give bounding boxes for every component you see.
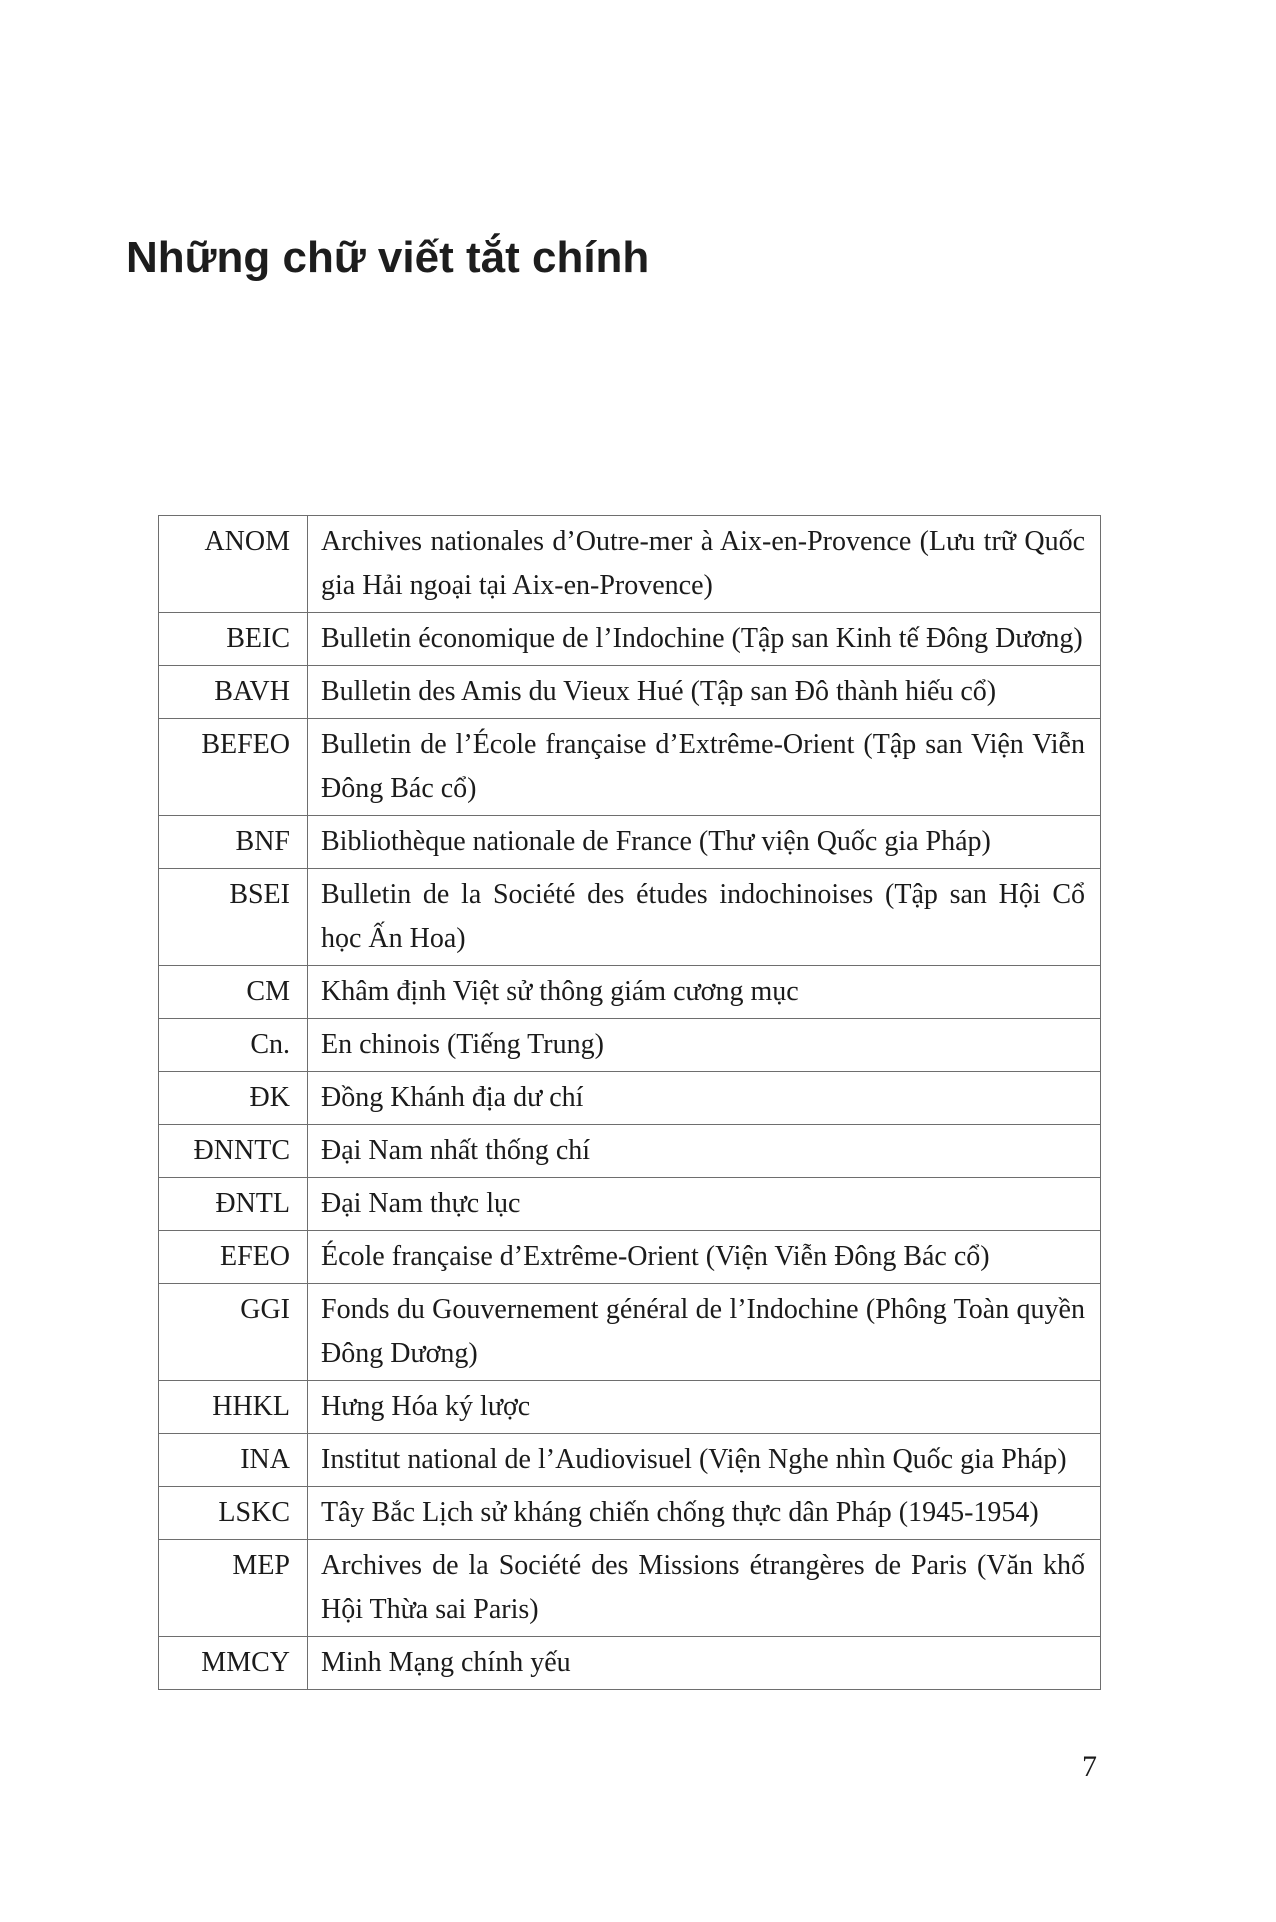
table-row xyxy=(159,1284,1101,1381)
abbreviation-cell: ĐK xyxy=(159,1072,308,1125)
table-row xyxy=(159,1434,1101,1487)
description-cell: Minh Mạng chính yếu xyxy=(308,1637,1101,1690)
table-row xyxy=(159,1125,1101,1178)
table-row xyxy=(159,1487,1101,1540)
abbreviation-cell: BAVH xyxy=(159,666,308,719)
abbreviation-cell: Cn. xyxy=(159,1019,308,1072)
description-cell: Bulletin de l’École française d’Extrême-Orient (Tập san Viện Viễn Đông Bác cổ) xyxy=(308,719,1101,816)
table-row xyxy=(159,666,1101,719)
abbreviation-cell: BEIC xyxy=(159,613,308,666)
table-row xyxy=(159,719,1101,816)
description-cell: Archives de la Société des Missions étrangères de Paris (Văn khố Hội Thừa sai Paris) xyxy=(308,1540,1101,1637)
table-row xyxy=(159,966,1101,1019)
table-row xyxy=(159,816,1101,869)
abbreviation-cell: BNF xyxy=(159,816,308,869)
description-cell: École française d’Extrême-Orient (Viện Viễn Đông Bác cổ) xyxy=(308,1231,1101,1284)
description-cell: Đại Nam nhất thống chí xyxy=(308,1125,1101,1178)
description-cell: En chinois (Tiếng Trung) xyxy=(308,1019,1101,1072)
description-cell: Khâm định Việt sử thông giám cương mục xyxy=(308,966,1101,1019)
table-row xyxy=(159,1231,1101,1284)
description-cell: Hưng Hóa ký lược xyxy=(308,1381,1101,1434)
abbreviation-cell: ĐNNTC xyxy=(159,1125,308,1178)
table-row xyxy=(159,1072,1101,1125)
description-cell: Archives nationales d’Outre-mer à Aix-en-Provence (Lưu trữ Quốc gia Hải ngoại tại Aix-en-Provence) xyxy=(308,516,1101,613)
table-row xyxy=(159,1178,1101,1231)
table-row xyxy=(159,1019,1101,1072)
description-cell: Đồng Khánh địa dư chí xyxy=(308,1072,1101,1125)
abbreviation-cell: GGI xyxy=(159,1284,308,1381)
description-cell: Bulletin de la Société des études indochinoises (Tập san Hội Cổ học Ấn Hoa) xyxy=(308,869,1101,966)
abbreviation-cell: CM xyxy=(159,966,308,1019)
abbreviation-cell: LSKC xyxy=(159,1487,308,1540)
table-row xyxy=(159,1381,1101,1434)
abbreviation-cell: MEP xyxy=(159,1540,308,1637)
description-cell: Tây Bắc Lịch sử kháng chiến chống thực dân Pháp (1945-1954) xyxy=(308,1487,1101,1540)
abbreviation-cell: ANOM xyxy=(159,516,308,613)
page-number: 7 xyxy=(1082,1750,1097,1783)
abbreviation-cell: BSEI xyxy=(159,869,308,966)
table-row xyxy=(159,516,1101,613)
page-title: Những chữ viết tắt chính xyxy=(126,233,650,283)
abbreviations-table xyxy=(158,515,1101,1690)
description-cell: Bibliothèque nationale de France (Thư viện Quốc gia Pháp) xyxy=(308,816,1101,869)
abbreviation-cell: ĐNTL xyxy=(159,1178,308,1231)
abbreviations-table-body xyxy=(159,516,1101,1690)
abbreviation-cell: INA xyxy=(159,1434,308,1487)
abbreviation-cell: MMCY xyxy=(159,1637,308,1690)
abbreviation-cell: BEFEO xyxy=(159,719,308,816)
table-row xyxy=(159,1637,1101,1690)
description-cell: Fonds du Gouvernement général de l’Indochine (Phông Toàn quyền Đông Dương) xyxy=(308,1284,1101,1381)
description-cell: Bulletin économique de l’Indochine (Tập san Kinh tế Đông Dương) xyxy=(308,613,1101,666)
table-row xyxy=(159,613,1101,666)
table-row xyxy=(159,869,1101,966)
abbreviation-cell: HHKL xyxy=(159,1381,308,1434)
description-cell: Institut national de l’Audiovisuel (Viện Nghe nhìn Quốc gia Pháp) xyxy=(308,1434,1101,1487)
description-cell: Bulletin des Amis du Vieux Hué (Tập san Đô thành hiếu cổ) xyxy=(308,666,1101,719)
abbreviation-cell: EFEO xyxy=(159,1231,308,1284)
description-cell: Đại Nam thực lục xyxy=(308,1178,1101,1231)
table-row xyxy=(159,1540,1101,1637)
